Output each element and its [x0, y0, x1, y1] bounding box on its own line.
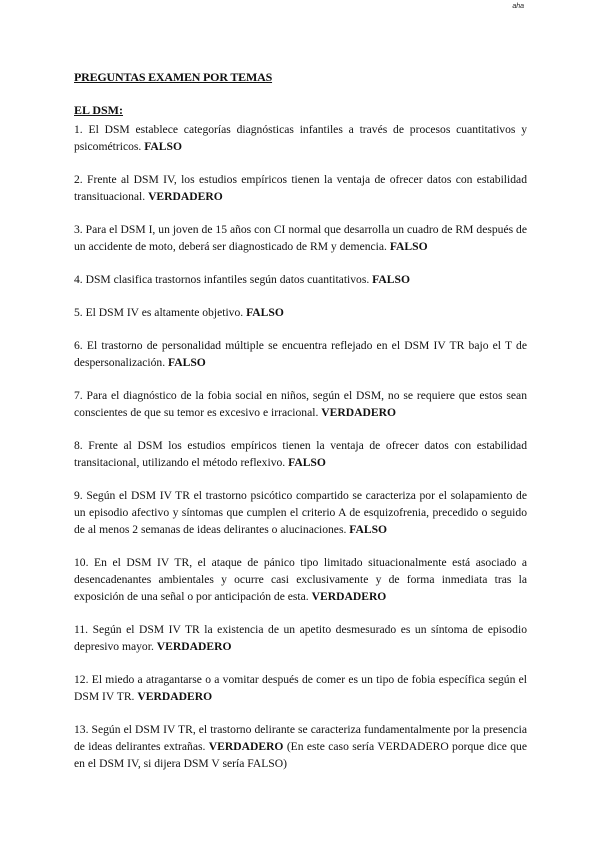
answer-label: FALSO: [288, 456, 326, 469]
answer-label: FALSO: [168, 356, 206, 369]
question-text: 8. Frente al DSM los estudios empíricos tienen la ventaja de ofrecer datos con estabilidad transitacional, utilizando el método reflexivo.: [74, 439, 527, 469]
document-title: PREGUNTAS EXAMEN POR TEMAS: [74, 70, 273, 84]
question-text: 11. Según el DSM IV TR la existencia de un apetito desmesurado es un síntoma de episodio depresivo mayor.: [74, 623, 527, 653]
question-item: [74, 487, 527, 538]
question-item: [74, 271, 527, 288]
question-text: 2. Frente al DSM IV, los estudios empíricos tienen la ventaja de ofrecer datos con estabilidad transituacional.: [74, 173, 527, 203]
question-text: 1. El DSM establece categorías diagnósticas infantiles a través de procesos cuantitativos y psicométricos.: [74, 123, 527, 153]
question-text: 6. El trastorno de personalidad múltiple se encuentra reflejado en el DSM IV TR bajo el T de despersonalización.: [74, 339, 527, 369]
question-item: [74, 387, 527, 421]
question-text: 9. Según el DSM IV TR el trastorno psicótico compartido se caracteriza por el solapamiento de un episodio afectivo y síntomas que cumplen el criterio A de esquizofrenia, precedido o seguido de al menos 2 semanas de ideas delirantes o alucinaciones.: [74, 489, 527, 536]
answer-label: FALSO: [144, 140, 182, 153]
question-item: [74, 337, 527, 371]
question-list: [74, 121, 527, 772]
answer-label: VERDADERO: [148, 190, 223, 203]
answer-label: FALSO: [389, 240, 428, 253]
answer-label: VERDADERO: [321, 406, 396, 419]
question-item: [74, 437, 527, 471]
answer-label: FALSO: [372, 273, 410, 286]
question-text: 13. Según el DSM IV TR, el trastorno delirante se caracteriza fundamentalmente por la presencia de ideas delirantes extrañas.: [74, 723, 527, 753]
question-text: 4. DSM clasifica trastornos infantiles según datos cuantitativos.: [74, 273, 370, 286]
question-item: [74, 121, 527, 155]
question-item: [74, 304, 527, 321]
section-title: EL DSM:: [74, 103, 124, 117]
question-text: 5. El DSM IV es altamente objetivo.: [74, 306, 244, 319]
answer-label: VERDADERO: [311, 590, 387, 603]
question-text: 3. Para el DSM I, un joven de 15 años con CI normal que desarrolla un cuadro de RM después de un accidente de moto, deberá ser diagnosticado de RM y demencia.: [74, 223, 527, 253]
answer-label: VERDADERO: [156, 640, 232, 653]
question-item: [74, 171, 527, 205]
header-tag: aha: [512, 3, 524, 10]
question-item: [74, 554, 527, 605]
answer-label: VERDADERO: [137, 690, 213, 703]
answer-label: FALSO: [349, 523, 388, 536]
question-text: 12. El miedo a atragantarse o a vomitar después de comer es un tipo de fobia específica según el DSM IV TR.: [74, 673, 527, 703]
answer-label: FALSO: [246, 306, 284, 319]
question-text: 7. Para el diagnóstico de la fobia social en niños, según el DSM, no se requiere que estos sean conscientes de que su temor es excesivo e irracional.: [74, 389, 527, 419]
question-item: [74, 671, 527, 705]
answer-note: (En este caso sería VERDADERO porque dice que en el DSM IV, si dijera DSM V sería FALSO): [74, 740, 527, 770]
question-item: [74, 221, 527, 255]
question-item: [74, 621, 527, 655]
question-item: [74, 721, 527, 772]
question-text: 10. En el DSM IV TR, el ataque de pánico tipo limitado situacionalmente está asociado a desencadenantes ambientales y ocurre casi exclusivamente y de forma inmediata tras la exposición de una señal o por anticipación de esta.: [74, 556, 527, 603]
answer-label: VERDADERO: [208, 740, 284, 753]
document-body: [74, 70, 527, 788]
